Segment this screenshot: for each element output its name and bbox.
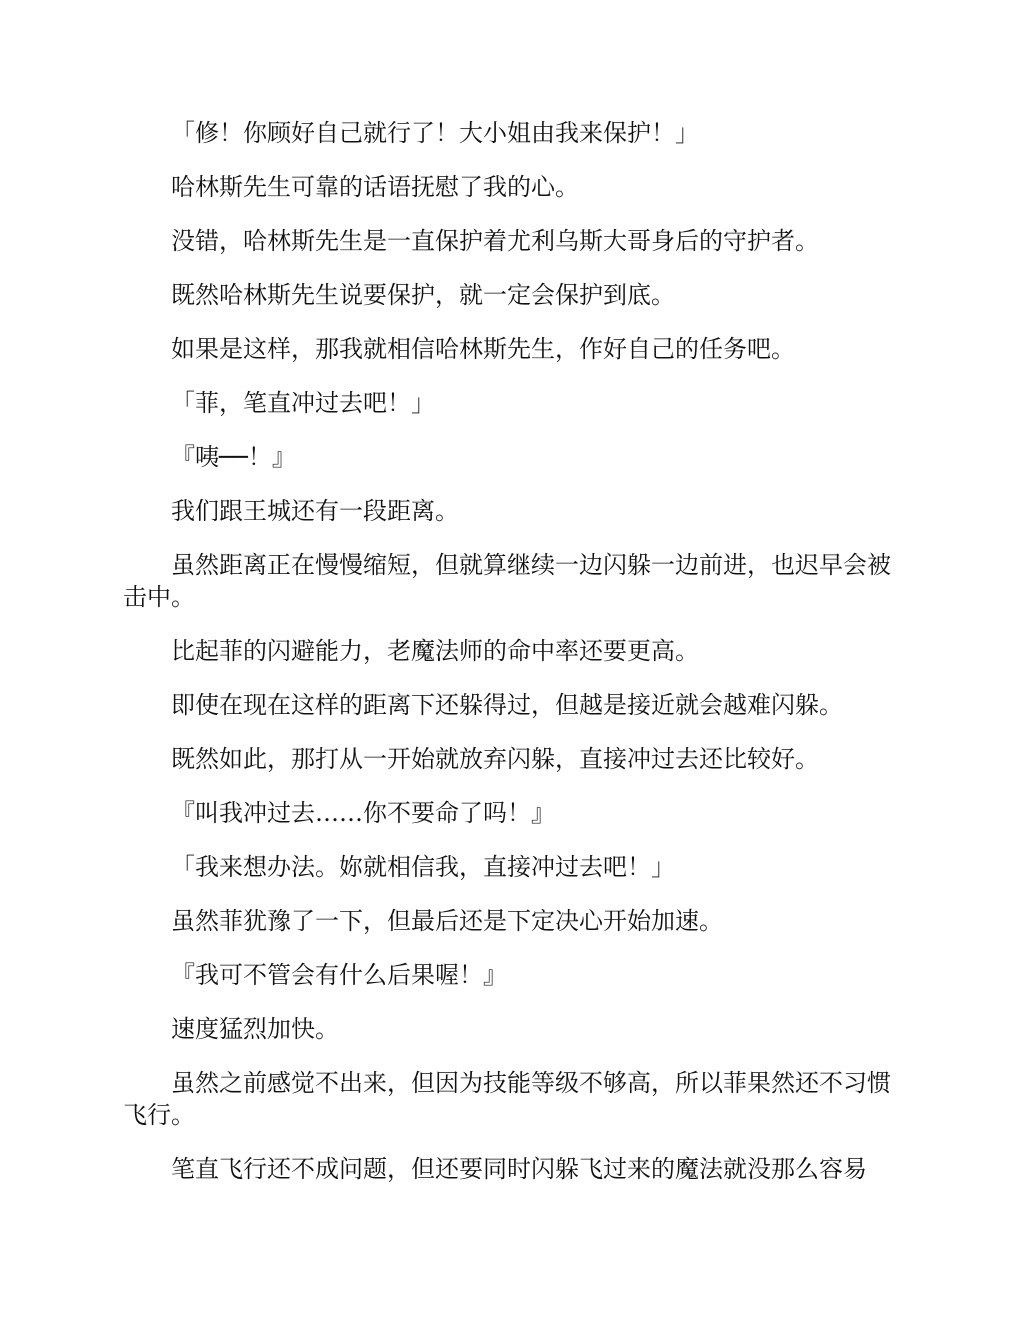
paragraph: 虽然距离正在慢慢缩短，但就算继续一边闪躲一边前进，也迟早会被击中。 bbox=[123, 551, 891, 611]
paragraph: 哈林斯先生可靠的话语抚慰了我的心。 bbox=[171, 173, 579, 201]
paragraph: 『我可不管会有什么后果喔！』 bbox=[171, 961, 507, 989]
paragraph: 比起菲的闪避能力，老魔法师的命中率还要更高。 bbox=[171, 637, 699, 665]
paragraph: 「我来想办法。妳就相信我，直接冲过去吧！」 bbox=[171, 853, 675, 881]
paragraph: 虽然之前感觉不出来，但因为技能等级不够高，所以菲果然还不习惯飞行。 bbox=[123, 1069, 891, 1129]
paragraph: 「修！你顾好自己就行了！大小姐由我来保护！」 bbox=[171, 119, 699, 147]
paragraph: 既然如此，那打从一开始就放弃闪躲，直接冲过去还比较好。 bbox=[171, 745, 819, 773]
paragraph: 我们跟王城还有一段距离。 bbox=[171, 497, 459, 525]
paragraph: 「菲，笔直冲过去吧！」 bbox=[171, 389, 435, 417]
body-text bbox=[123, 117, 903, 1207]
paragraph: 即使在现在这样的距离下还躲得过，但越是接近就会越难闪躲。 bbox=[171, 691, 843, 719]
paragraph: 笔直飞行还不成问题，但还要同时闪躲飞过来的魔法就没那么容易 bbox=[171, 1155, 867, 1183]
paragraph: 『咦──！』 bbox=[171, 443, 296, 471]
paragraph: 既然哈林斯先生说要保护，就一定会保护到底。 bbox=[171, 281, 675, 309]
paragraph: 没错，哈林斯先生是一直保护着尤利乌斯大哥身后的守护者。 bbox=[171, 227, 819, 255]
paragraph: 『叫我冲过去……你不要命了吗！』 bbox=[171, 799, 555, 827]
paragraph: 速度猛烈加快。 bbox=[171, 1015, 339, 1043]
paragraph: 如果是这样，那我就相信哈林斯先生，作好自己的任务吧。 bbox=[171, 335, 795, 363]
paragraph: 虽然菲犹豫了一下，但最后还是下定决心开始加速。 bbox=[171, 907, 723, 935]
